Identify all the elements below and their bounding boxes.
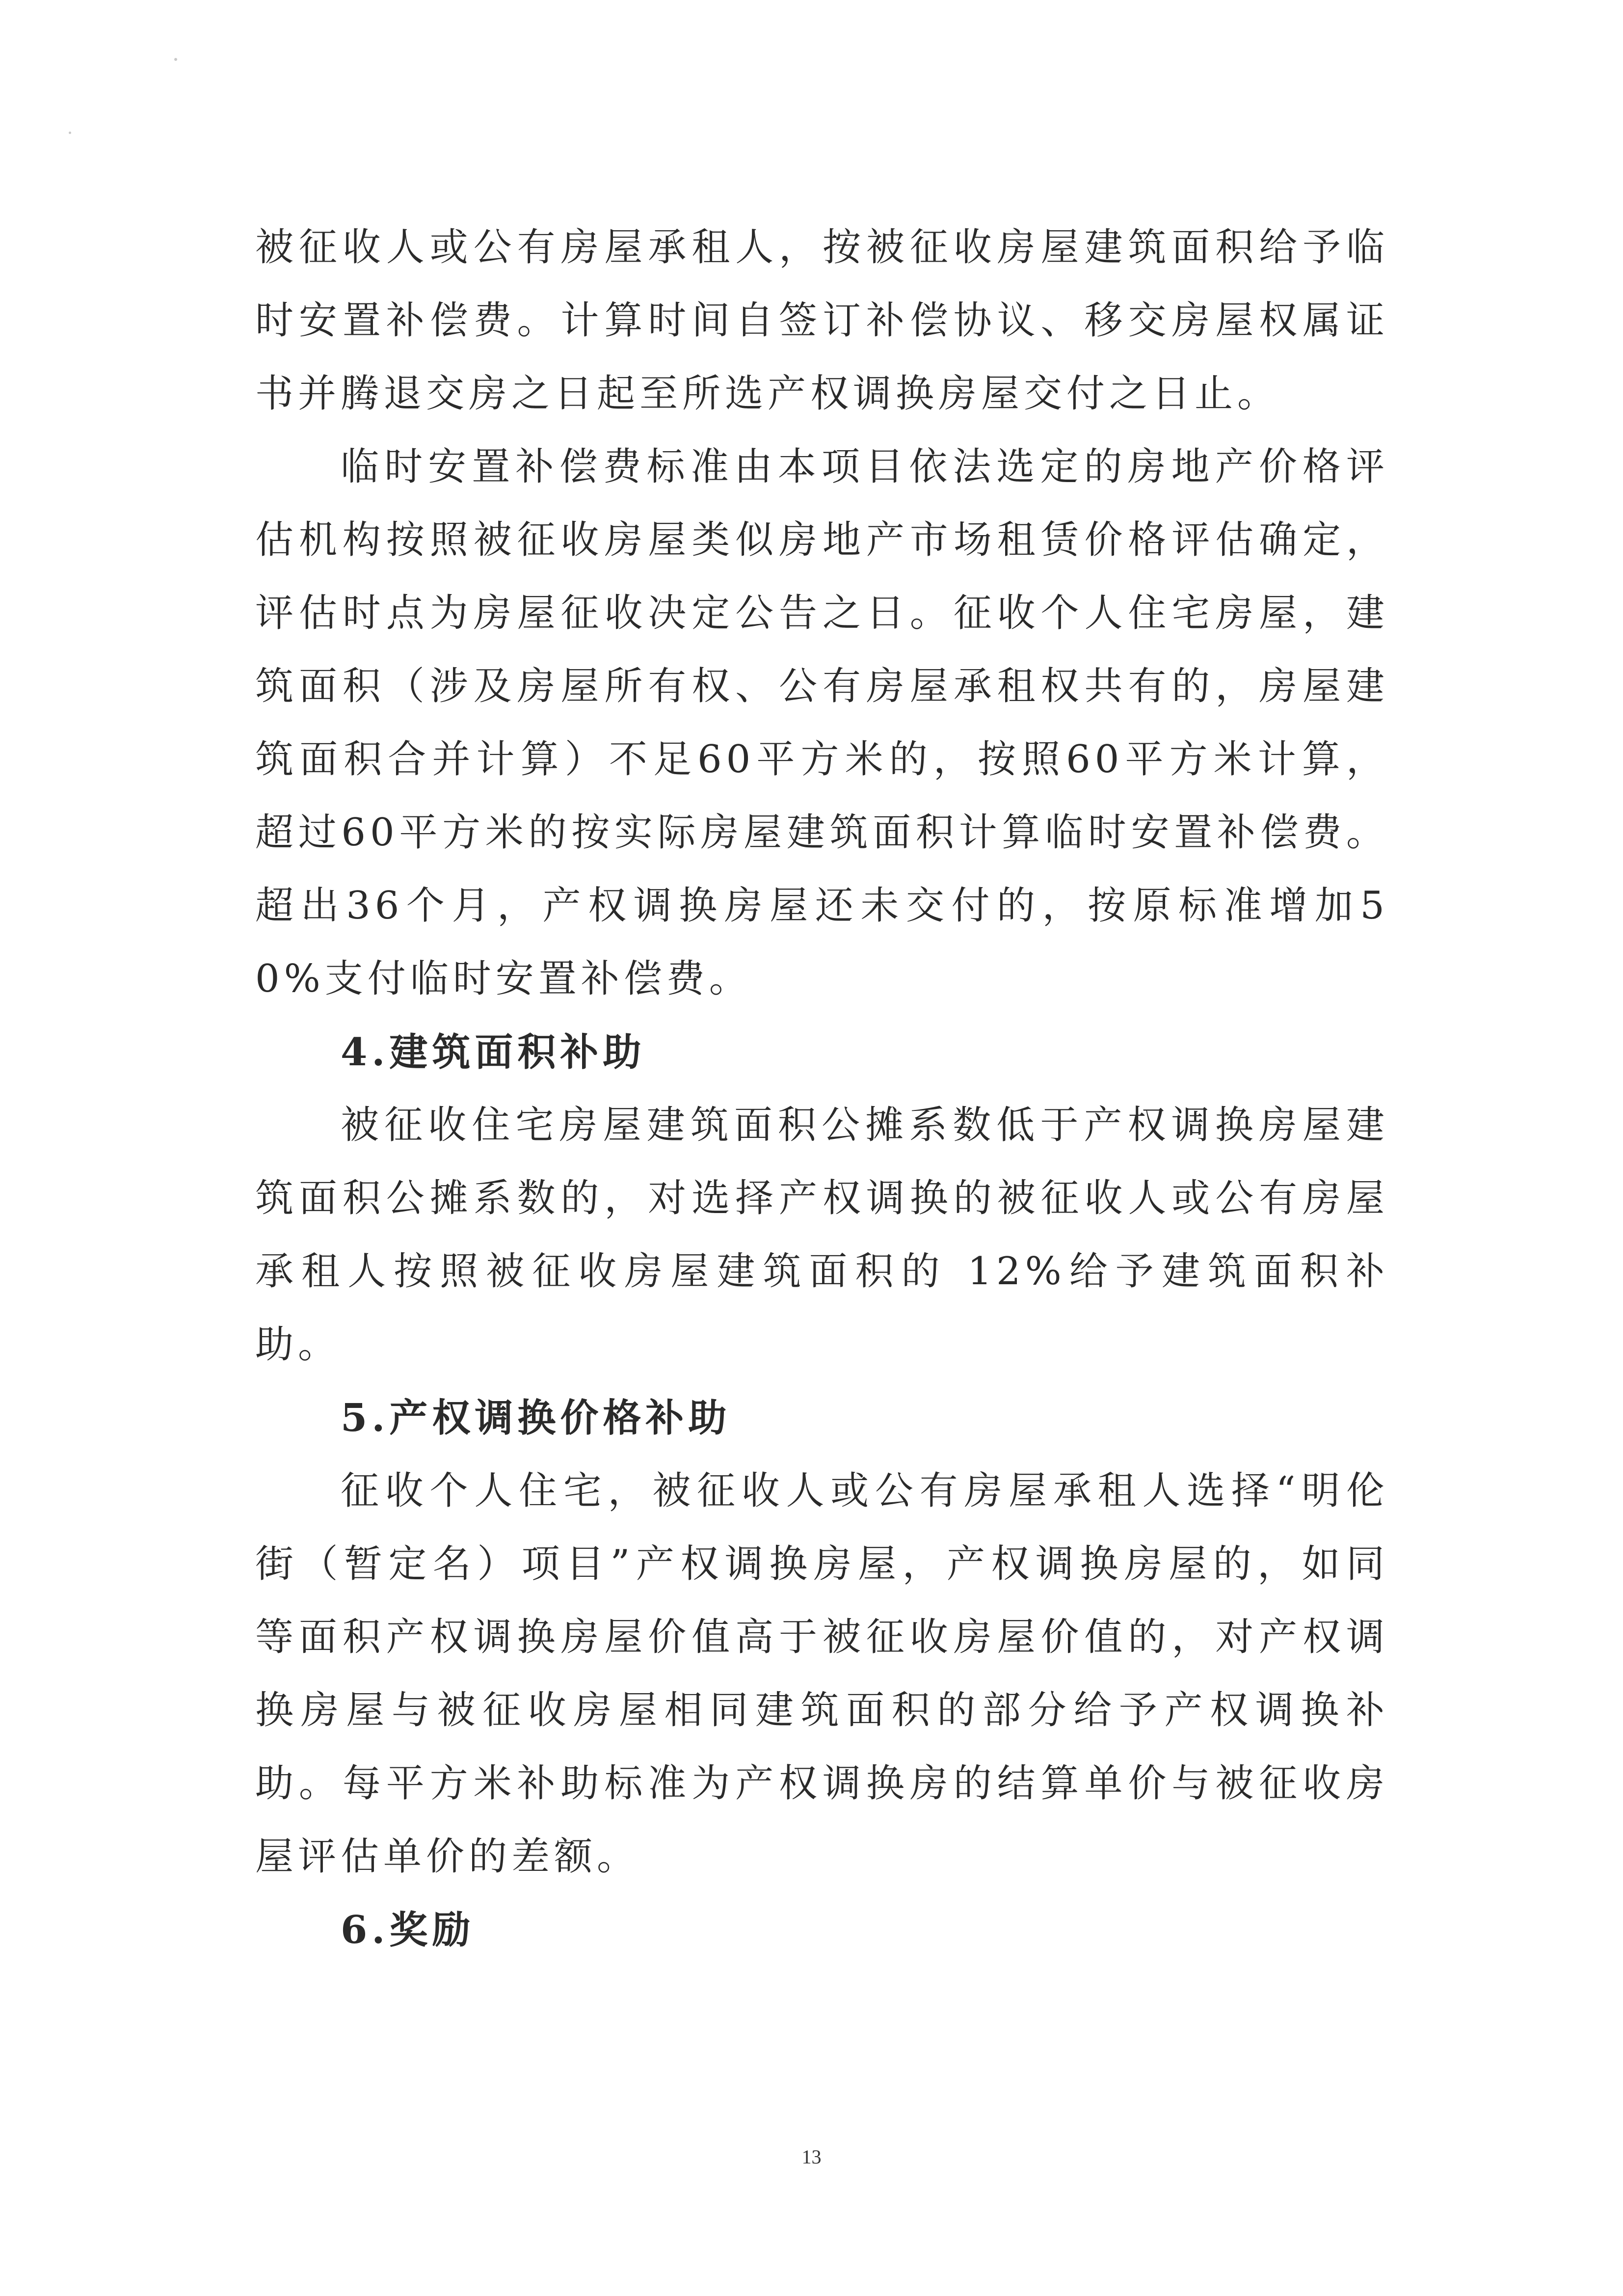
paragraph-temporary-resettlement-standard: 临时安置补偿费标准由本项目依法选定的房地产价格评估机构按照被征收房屋类似房地产市场租赁价格评估确定，评估时点为房屋征收决定公告之日。征收个人住宅房屋，建筑面积（涉及房屋所有权、公有房屋承租权共有的，房屋建筑面积合并计算）不足60平方米的，按照60平方米计算，超过60平方米的按实际房屋建筑面积计算临时安置补偿费。超出36个月，产权调换房屋还未交付的，按原标准增加50%支付临时安置补偿费。 — [255, 445, 1389, 1001]
scan-speck — [174, 58, 177, 61]
paragraph-continuation: 被征收人或公有房屋承租人，按被征收房屋建筑面积给予临时安置补偿费。计算时间自签订补偿协议、移交房屋权属证书并腾退交房之日起至所选产权调换房屋交付之日止。 — [255, 225, 1389, 416]
heading-reward: 6.奖励 — [341, 1908, 475, 1952]
page-number: 13 — [801, 2146, 822, 2168]
heading-property-exchange-price-subsidy: 5.产权调换价格补助 — [341, 1396, 731, 1440]
heading-building-area-subsidy: 4.建筑面积补助 — [341, 1030, 646, 1075]
document-body — [255, 211, 1389, 1967]
paragraph-building-area-subsidy: 被征收住宅房屋建筑面积公摊系数低于产权调换房屋建筑面积公摊系数的，对选择产权调换的被征收人或公有房屋承租人按照被征收房屋建筑面积的 12%给予建筑面积补助。 — [255, 1103, 1389, 1367]
paragraph-property-exchange-price-subsidy: 征收个人住宅，被征收人或公有房屋承租人选择“明伦街（暂定名）项目”产权调换房屋，产权调换房屋的，如同等面积产权调换房屋价值高于被征收房屋价值的，对产权调换房屋与被征收房屋相同建筑面积的部分给予产权调换补助。每平方米补助标准为产权调换房的结算单价与被征收房屋评估单价的差额。 — [255, 1469, 1389, 1879]
scan-speck — [69, 132, 71, 134]
